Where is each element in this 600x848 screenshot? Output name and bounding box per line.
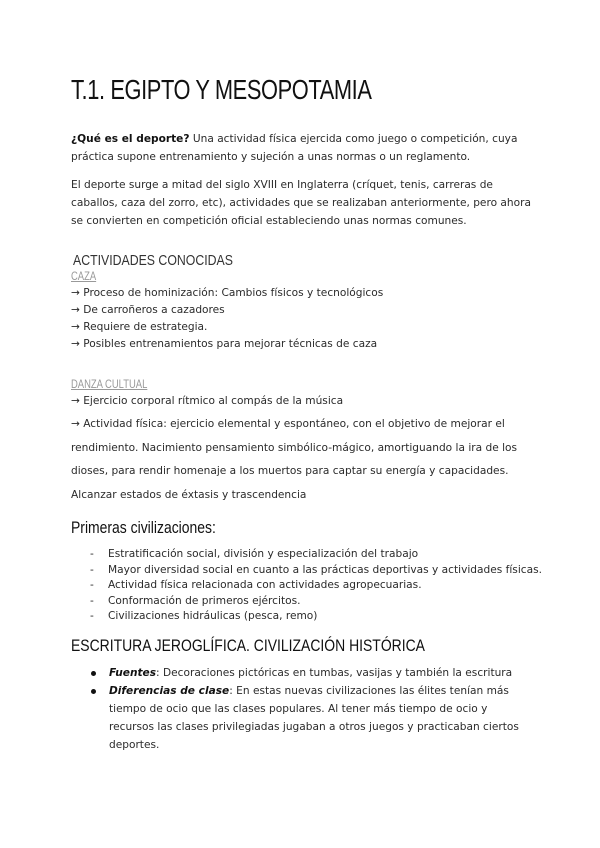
list-item	[90, 563, 542, 579]
list-item-term: Fuentes	[109, 667, 157, 679]
list-item-term: Diferencias de clase	[109, 685, 230, 697]
primeras-list	[90, 547, 542, 625]
intro-definition: Una actividad física ejercida como juego o competición, cuya práctica supone entrenamiento y sujeción a unas normas o un reglamento.	[71, 133, 518, 163]
danza-paragraph: → Actividad física: ejercicio elemental y espontáneo, con el objetivo de mejorar el rendimiento. Nacimiento pensamiento simbólico-mágico, amortiguando la ira de los dioses, para rendir homenaje a los muertos para captar su energía y capacidades. Alcanzar estados de éxtasis y trascendencia	[71, 418, 518, 501]
intro-paragraph	[71, 130, 541, 166]
list-item-text: Civilizaciones hidráulicas (pesca, remo)	[108, 610, 318, 622]
list-item-text: Conformación de primeros ejércitos.	[108, 594, 301, 607]
dash-marker: -	[90, 563, 94, 576]
list-item-text: Mayor diversidad social en cuanto a las prácticas deportivas y actividades físicas.	[108, 563, 542, 576]
dash-marker: -	[90, 594, 94, 607]
caza-line: → Posibles entrenamientos para mejorar técnicas de caza	[71, 338, 378, 350]
actividades-heading: ACTIVIDADES CONOCIDAS	[73, 252, 233, 269]
dash-marker: -	[90, 579, 94, 591]
list-item	[89, 664, 529, 682]
dash-marker: -	[90, 548, 94, 560]
danza-line: → Ejercicio corporal rítmico al compás de la música	[71, 395, 344, 407]
page-title: T.1. EGIPTO Y MESOPOTAMIA	[71, 74, 372, 105]
list-item	[90, 609, 542, 625]
list-item	[90, 578, 542, 594]
list-item	[90, 594, 542, 610]
list-item-text: : En estas nuevas civilizaciones las élites tenían más tiempo de ocio que las clases populares. Al tener más tiempo de ocio y recursos las clases privilegiadas jugaban a otros juegos y practicaban ciertos deportes.	[109, 685, 519, 751]
list-item-text: Actividad física relacionada con actividades agropecuarias.	[108, 579, 422, 591]
escritura-heading: ESCRITURA JEROGLÍFICA. CIVILIZACIÓN HISTÓRICA	[71, 636, 425, 655]
list-item	[89, 682, 529, 754]
bullet-dot	[91, 671, 96, 676]
bullet-dot	[91, 689, 96, 694]
caza-line: → De carroñeros a cazadores	[71, 304, 225, 316]
caza-subheading: CAZA	[71, 271, 97, 283]
caza-line: → Requiere de estrategia.	[71, 321, 208, 333]
history-paragraph: El deporte surge a mitad del siglo XVIII en Inglaterra (críquet, tenis, carreras de caballos, caza del zorro, etc), actividades que se realizaban anteriormente, pero ahora se convierten en competición oficial estableciendo unas normas comunes.	[71, 179, 531, 227]
caza-line: → Proceso de hominización: Cambios físicos y tecnológicos	[71, 287, 384, 299]
escritura-list	[89, 664, 529, 754]
intro-question: ¿Qué es el deporte?	[71, 133, 190, 145]
primeras-heading: Primeras civilizaciones:	[71, 518, 216, 537]
dash-marker: -	[90, 610, 94, 622]
list-item	[90, 547, 542, 563]
list-item-text: Estratificación social, división y especialización del trabajo	[108, 548, 419, 560]
danza-subheading: DANZA CULTUAL	[71, 379, 148, 391]
list-item-text: : Decoraciones pictóricas en tumbas, vasijas y también la escritura	[156, 667, 513, 679]
